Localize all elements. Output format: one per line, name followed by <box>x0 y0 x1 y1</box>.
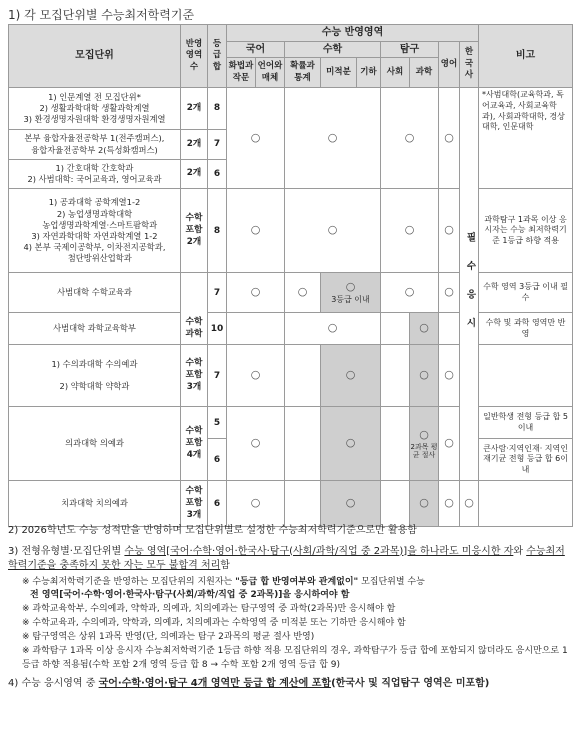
note-4 <box>8 677 574 692</box>
math-circle: ○ <box>321 345 381 407</box>
sub-note-1-bold-line: 전 영역[국어·수학·영어·한국사·탐구(사회/과학/직업 중 2과목)]을 응시하여야 함 <box>30 590 350 601</box>
history-circle: ○ <box>460 481 479 527</box>
math-a-empty <box>285 407 321 481</box>
korean-circle: ○ <box>227 407 285 481</box>
row-unit: 의과대학 의예과 <box>9 407 181 481</box>
row-sum: 6 <box>208 160 227 189</box>
row-unit: 치과대학 치의예과 <box>9 481 181 527</box>
note-3 <box>8 545 574 574</box>
korean-circle: ○ <box>227 189 285 273</box>
english-circle: ○ <box>439 273 460 313</box>
row-subjects: 수학 포함 4개 <box>181 407 208 481</box>
math-grade-note: 3등급 이내 <box>331 294 370 304</box>
korean-circle: ○ <box>227 88 285 189</box>
row-sum: 8 <box>208 189 227 273</box>
header-korean-b: 언어와 매체 <box>256 58 285 88</box>
sub-note-5: ※ 과학탐구 1과목 이상 응시자 수능최저학력기준 1등급 하향 적용 모집단위의 경우, 과학탐구가 등급 합에 포함되지 않더라도 응시만으로 1등급 하향 적용됨(수학 포함 2개 영역 등급 합 8 → 수학 포함 2개 영역 등급 합 9) <box>22 646 568 671</box>
english-empty <box>439 313 460 345</box>
science-circle: ○ <box>419 428 429 442</box>
inq-a-empty <box>381 407 410 481</box>
note-4-lead: 4) 수능 응시영역 중 <box>8 678 99 690</box>
math-circle: ○ <box>321 407 381 481</box>
row-sum: 6 <box>208 439 227 481</box>
row-note: 과학탐구 1과목 이상 응시자는 수능 최저학력기준 1등급 하향 적용 <box>479 189 573 273</box>
row-unit: 본부 융합자율전공학부 1(전주캠퍼스), 융합자율전공학부 2(특성화캠퍼스) <box>9 130 181 160</box>
header-inq-a: 사회 <box>381 58 410 88</box>
row-note: 일반학생 전형 등급 합 5이내 <box>479 407 573 439</box>
science-circle: ○ <box>410 481 439 527</box>
section-title: 1) 각 모집단위별 수능최저학력기준 <box>8 8 195 22</box>
row-unit: 1) 수의과대학 수의예과 2) 약학대학 약학과 <box>9 345 181 407</box>
table-row <box>9 189 573 273</box>
header-remarks: 비고 <box>479 25 573 88</box>
header-inquiry: 탐구 <box>381 41 439 58</box>
math-circle: ○ <box>285 189 381 273</box>
korean-circle: ○ <box>227 481 285 527</box>
row-note-empty <box>479 345 573 407</box>
header-korean: 국어 <box>227 41 285 58</box>
table-row <box>9 273 573 313</box>
science-circle: ○ <box>410 345 439 407</box>
row-note-empty <box>479 481 573 527</box>
table-row <box>9 407 573 439</box>
row-subjects: 수학 과학 <box>181 273 208 345</box>
science-circle: ○ <box>410 313 439 345</box>
sub-note-3: ※ 수학교육과, 수의예과, 약학과, 의예과, 치의예과는 수학영역 중 미적분 또는 기하만 응시해야 함 <box>22 618 406 629</box>
row-sum: 7 <box>208 130 227 160</box>
note-3-underline-a: 수능 영역[국어·수학·영어·한국사·탐구(사회/과학/직업 중 2과목)]을 하나라도 미응시한 자 <box>124 545 514 557</box>
inquiry-circle: ○ <box>381 273 439 313</box>
english-circle: ○ <box>439 88 460 189</box>
sub-note-4: ※ 탐구영역은 상위 1과목 반영(단, 의예과는 탐구 2과목의 평균 절사 반영) <box>22 632 315 643</box>
math-circle: ○ <box>285 313 381 345</box>
header-math-b: 미적분 <box>321 58 357 88</box>
math-circle: ○ <box>345 279 356 293</box>
header-areas: 수능 반영영역 <box>227 25 479 42</box>
note-4-tail: (한국사 및 직업탐구 영역은 미포함) <box>331 678 490 690</box>
note-3-underline-b: 수능최저학력기준을 충족하지 못한 자는 모두 불합격 처리 <box>8 545 565 571</box>
sub-note-1-bold: "등급 합 반영여부와 관계없이" <box>235 576 359 587</box>
header-inq-b: 과학 <box>410 58 439 88</box>
row-unit: 1) 공과대학 공학계열1-2 2) 농업생명과학대학 농업생명과학계열·스마트팜학과 3) 자연과학대학 자연과학계열 1-2 4) 본부 국제이공학부, 이차전지공학과, 첨단방위산업학과 <box>9 189 181 273</box>
row-sum: 6 <box>208 481 227 527</box>
note-3-join: 와 <box>513 545 527 557</box>
note-3-lead: 3) 전형유형별·모집단위별 <box>8 545 125 557</box>
inq-a-empty <box>381 481 410 527</box>
science-cell <box>410 407 439 481</box>
table-row <box>9 88 573 130</box>
row-subjects: 2개 <box>181 160 208 189</box>
sub-note-1-lead: ※ 수능최저학력기준을 반영하는 모집단위의 지원자는 <box>22 576 236 587</box>
sub-note-1 <box>8 576 574 604</box>
row-note: *사범대학(교육학과, 독어교육과, 사회교육학과), 사회과학대학, 경상대학, 인문대학 <box>479 88 573 189</box>
header-english: 영어 <box>439 41 460 88</box>
inquiry-circle: ○ <box>381 88 439 189</box>
row-subjects: 수학 포함 3개 <box>181 345 208 407</box>
inquiry-circle: ○ <box>381 189 439 273</box>
header-grade-sum: 등급 합 <box>208 25 227 88</box>
korean-circle: ○ <box>227 345 285 407</box>
math-a-circle: ○ <box>285 273 321 313</box>
row-subjects: 수학 포함 3개 <box>181 481 208 527</box>
inq-a-empty <box>381 313 410 345</box>
header-math: 수학 <box>285 41 381 58</box>
sub-note-1-tail: 모집단위별 수능 <box>358 576 425 587</box>
row-note: 수학 영역 3등급 이내 필수 <box>479 273 573 313</box>
english-circle: ○ <box>439 345 460 407</box>
english-circle: ○ <box>439 481 460 527</box>
header-unit: 모집단위 <box>9 25 181 88</box>
requirements-table <box>8 24 573 527</box>
row-note: 큰사람·지역인재· 지역인재기균 전형 등급 합 6이내 <box>479 439 573 481</box>
row-subjects: 2개 <box>181 130 208 160</box>
header-math-c: 기하 <box>357 58 381 88</box>
table-row <box>9 481 573 527</box>
row-sum: 8 <box>208 88 227 130</box>
row-sum: 10 <box>208 313 227 345</box>
note-4-underline: 국어·수학·영어·탐구 4개 영역만 등급 합 계산에 포함 <box>98 678 332 690</box>
row-unit: 사범대학 과학교육학부 <box>9 313 181 345</box>
sub-note-2: ※ 과학교육학부, 수의예과, 약학과, 의예과, 치의예과는 탐구영역 중 과학(2과목)만 응시해야 함 <box>22 604 396 615</box>
notes-section <box>8 524 574 692</box>
row-unit: 1) 간호대학 간호학과 2) 사범대학: 국어교육과, 영어교육과 <box>9 160 181 189</box>
history-required: 필 수 응 시 <box>460 88 479 481</box>
math-circle: ○ <box>285 88 381 189</box>
header-subjects-count: 반영 영역 수 <box>181 25 208 88</box>
header-math-a: 확률과 통계 <box>285 58 321 88</box>
math-bc-cell <box>321 273 381 313</box>
english-circle: ○ <box>439 189 460 273</box>
row-unit: 사범대학 수학교육과 <box>9 273 181 313</box>
math-circle: ○ <box>321 481 381 527</box>
korean-circle: ○ <box>227 273 285 313</box>
header-korean-a: 화법과 작문 <box>227 58 256 88</box>
row-subjects: 2개 <box>181 88 208 130</box>
header-history: 한국사 <box>460 41 479 88</box>
korean-empty <box>227 313 285 345</box>
math-a-empty <box>285 345 321 407</box>
row-sum: 7 <box>208 345 227 407</box>
inq-a-empty <box>381 345 410 407</box>
english-circle: ○ <box>439 407 460 481</box>
row-sum: 7 <box>208 273 227 313</box>
table-row <box>9 313 573 345</box>
note-3-end: 함 <box>220 560 230 571</box>
table-row <box>9 345 573 407</box>
note-2: 2) 2026학년도 수능 성적만을 반영하며 모집단위별로 설정한 수능최저학력기준으로만 활용함 <box>8 525 417 536</box>
row-sum: 5 <box>208 407 227 439</box>
science-average-note: 2과목 평균 절사 <box>410 442 438 460</box>
row-subjects: 수학 포함 2개 <box>181 189 208 273</box>
row-note: 수학 및 과학 영역만 반영 <box>479 313 573 345</box>
row-unit: 1) 인문계열 전 모집단위* 2) 생활과학대학 생활과학계열 3) 환경생명자원대학 환경생명자원계열 <box>9 88 181 130</box>
math-a-empty <box>285 481 321 527</box>
